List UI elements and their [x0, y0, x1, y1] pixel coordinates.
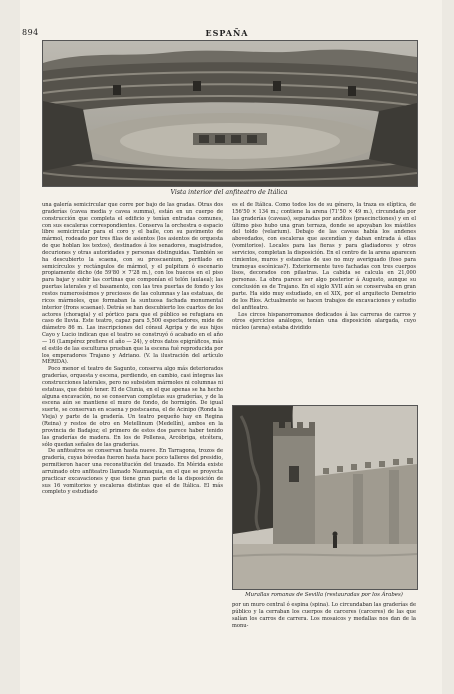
top-photo-caption: Vista interior del anfiteatro de Itálica [170, 189, 288, 196]
paragraph: por un muro central ó espina (spina). Lo circundaban las graderías de público y la cerraban los cuerpos de carceres (carceres) de las que salían los carros de carrera. Los mosaicos y medallas nos dan de la monu- [232, 602, 416, 629]
right-column-top [232, 202, 416, 332]
paragraph: es el de Itálica. Como todos los de su género, la traza es elíptica, de 156'50 × 134 m.; contiene la arena (71'50 × 49 m.), circundada por las graderías (caveas), separadas por andítos (praecinctiones) y en el último piso hubo una gran terraza, donde se apoyaban los mástiles del toldo (velarium). Debajo de las caveas había los andenes abovedados, con escaleras que ascendían y daban entrada á ellas (vomitorios). Locales para las fieras y para gladiadores y otros servicios, completan la disposición. En el centro de la arena aparecen cimientos, muros y estancias de uso no muy averiguado (foso para tramoyas escénicas?). Exteriormente tuvo fachadas con tres cuerpos lisos, decorados con pilastras. La cabida se calcula en 21,000 personas. La obra parece ser algo posterior á Augusto, aunque su conclusión es de Trajano. En el siglo XVII aún se conservaba en gran parte. Ha sido muy estudiado, en el XIX, por el arquitecto Demetrio de los Ríos. Actualmente se hacen trabajos de excavaciones y estudio del anfiteatro. [232, 202, 416, 311]
walls-photo [232, 405, 418, 590]
left-column [42, 202, 223, 496]
walls-illustration [233, 406, 417, 589]
right-column-bottom [232, 602, 416, 629]
page-number: 894 [22, 28, 39, 37]
paragraph: Poco menor el teatro de Sagunto, conserva algo más deteriorados graderías, orquesta y escena, perdiendo, en cambio, casi íntegras las construcciones laterales, pero no subsisten mármoles ni columnas ni estatuas, que debió tener. El de Clunia, en el que apenas se ha hecho alguna excavación, no se conservan completas sus graderías, y de la escena aún se mantiene el muro de fondo, de hormigón. De igual suerte, se conservan en scaena y postscaena, el de Acinipo (Ronda la Vieja) y parte de la gradería. Un teatro pequeño hay en Regina (Reina) y restos de otro en Metellinum (Medellín), ambos en la provincia de Badajoz; el primero de estos dos parece haber tenido las graderías de madera. En los de Pollensa, Arcóbriga, etcétera, sólo quedan señales de las graderías. [42, 366, 223, 448]
amphitheatre-illustration [43, 41, 417, 186]
paragraph: De anfiteatros se conservan hasta nueve. En Tarragona, trozos de gradería, cuyas bóvedas fueron hasta hace poco talleres del presidio, permitieron hacer una reconstitución del trazado. En Mérida existe arruinado otro anfiteatro llamado Naumaquia, en el que se proyecta practicar excavaciones y que tiene gran parte de la disposición de sus 16 vomitorios y escaleras distintas que el de Itálica. El más completo y estudiado [42, 448, 224, 496]
paragraph: Los circos hispanorromanos dedicados á las carreras de carros y otros ejercicios análogos, tenían una disposición alargada, cuyo núcleo (arena) estaba dividido [232, 311, 416, 332]
paragraph: una galería semicircular que corre por bajo de las gradas. Otras dos graderías (cavea media y cavea summa), están en un cuerpo de construcción que completa el edificio y tenían entradas comunes, con sus escaleras correspondientes. Conserva la orchestra o espacio libre semicircular para el coro y el baile, con su pavimento de mármol, rodeado por tres filas de asientos (los asientos de orquesta de que hoblan los textos), destinados á los senadores, magistrados, decuriones y otras autoridades y personas distinguidas. También se ha descubierto la scaena, con su proscaenium, perfilado en semicírculos y rectángulos de mármol, y el pulpitum ó escenario propiamente dicho (de 59'80 × 7'28 m.), con los huecos en el piso para bajar y subir las cortinas que componían el telón (aulaea); las puertas laterales y el basamento, con las tres puertas de fondo y los restos numerosísimos y preciosos de las columnas y las estatuas, de ricos mármoles, que formaban la suntuosa fachada monumental interior (frons scaenae). Detrás se han descubierto los cuartos de los actores (choragia) y el pórtico para que el público se refugiara en caso de lluvia. Este teatro, capaz para 5,500 espectadores, mide de diámetro 86 m. Las inscripciones del cónsul Agripa y de sus hijos Cayo y Lucio indican que el teatro se construyó ó acabado en el año — 16 (Lampérez prefiere el año — 24), y otros datos epigráficos, más el estilo de las esculturas prueban que la escena fué reproducida por los emperadores Trajano y Adriano. (V. la ilustración del artículo MÉRIDA). [42, 202, 223, 366]
side-photo-caption: Murallas romanas de Sevilla (restauradas por los Árabes) [245, 592, 403, 598]
running-title: ESPAÑA [205, 28, 249, 38]
amphitheatre-photo [42, 40, 418, 187]
